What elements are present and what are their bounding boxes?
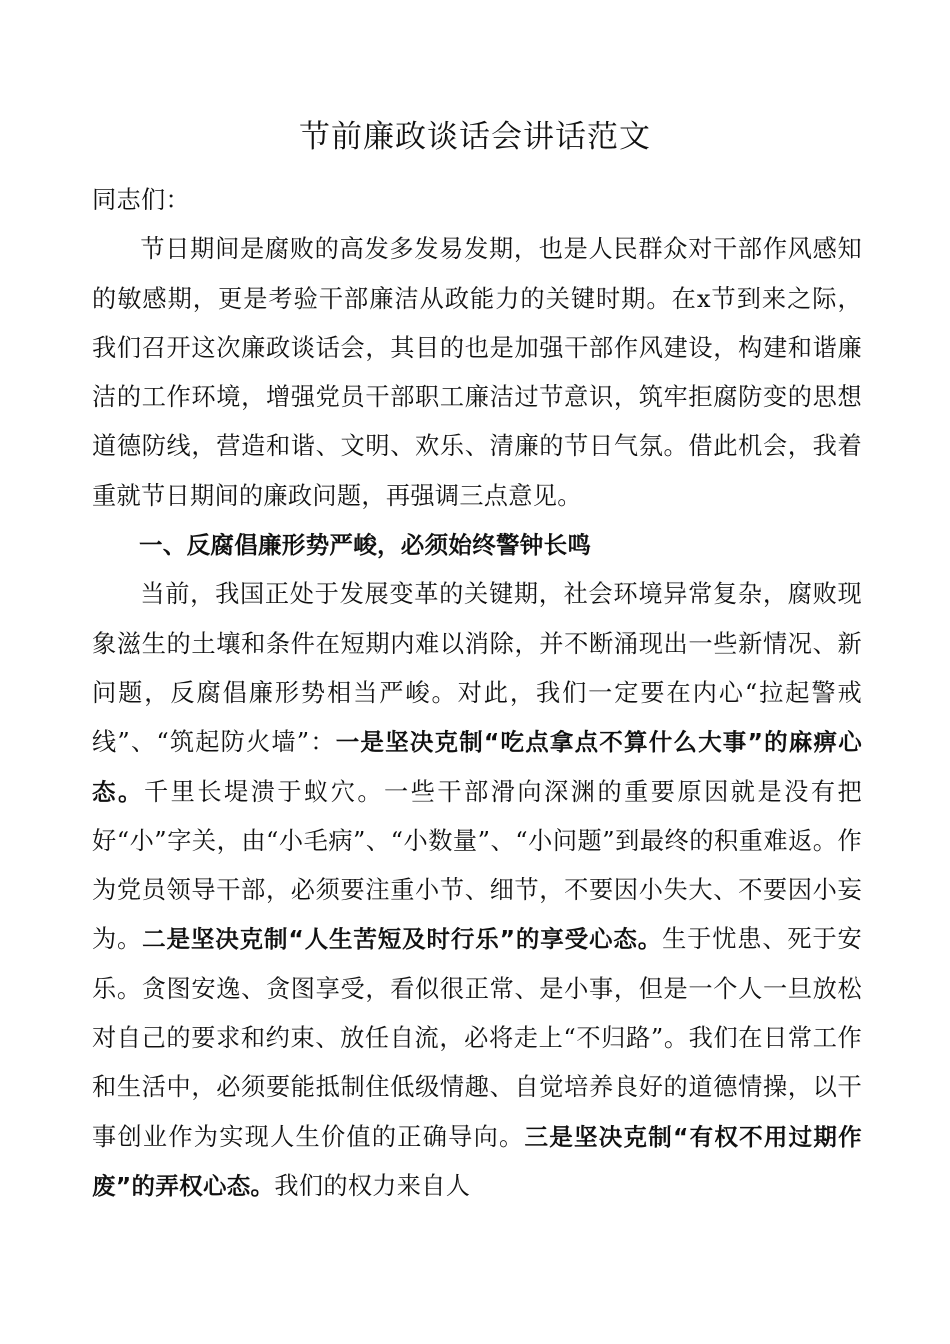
bold-point-1: 一是坚决克制“吃点拿点不算什么大事”的麻痹心态。 [92,728,862,806]
paragraph-text: 生于忧患、死于安乐。贪图安逸、贪图享受，看似很正常、是小事，但是一个人一旦放松对自己的要求和约束、放任自流，必将走上“不归路”。我们在日常工作和生活中，必须要能抵制住低级情趣、自觉培养良好的道德情操，以干事创业作为实现人生价值的正确导向。 [92,925,863,1151]
section-1-paragraph [92,570,862,1211]
paragraph-text: 千里长堤溃于蚁穴。一些干部滑向深渊的重要原因就是没有把好“小”字关，由“小毛病”、“小数量”、“小问题”到最终的积重难返。作为党员领导干部，必须要注重小节、细节，不要因小失大、不要因小妄为。 [92,777,862,954]
document-body [92,176,862,1211]
greeting: 同志们： [92,186,190,214]
intro-paragraph: 节日期间是腐败的高发多发易发期，也是人民群众对干部作风感知的敏感期，更是考验干部廉洁从政能力的关键时期。在x节到来之际，我们召开这次廉政谈话会，其目的也是加强干部作风建设，构建和谐廉洁的工作环境，增强党员干部职工廉洁过节意识，筑牢拒腐防变的思想道德防线，营造和谐、文明、欢乐、清廉的节日气氛。借此机会，我着重就节日期间的廉政问题，再强调三点意见。 [92,235,862,510]
document-title: 节前廉政谈话会讲话范文 [299,119,651,155]
paragraph-text: 当前，我国正处于发展变革的关键期，社会环境异常复杂，腐败现象滋生的土壤和条件在短期内难以消除，并不断涌现出一些新情况、新问题，反腐倡廉形势相当严峻。对此，我们一定要在内心“拉起警戒线”、“筑起防火墙”： [92,580,862,757]
paragraph-text: 我们的权力来自人 [274,1171,471,1200]
section-1-heading: 一、反腐倡廉形势严峻，必须始终警钟长鸣 [139,531,592,560]
bold-point-2: 二是坚决克制“人生苦短及时行乐”的享受心态。 [142,925,663,954]
bold-point-3: 三是坚决克制“有权不用过期作废”的弄权心态。 [92,1122,862,1200]
